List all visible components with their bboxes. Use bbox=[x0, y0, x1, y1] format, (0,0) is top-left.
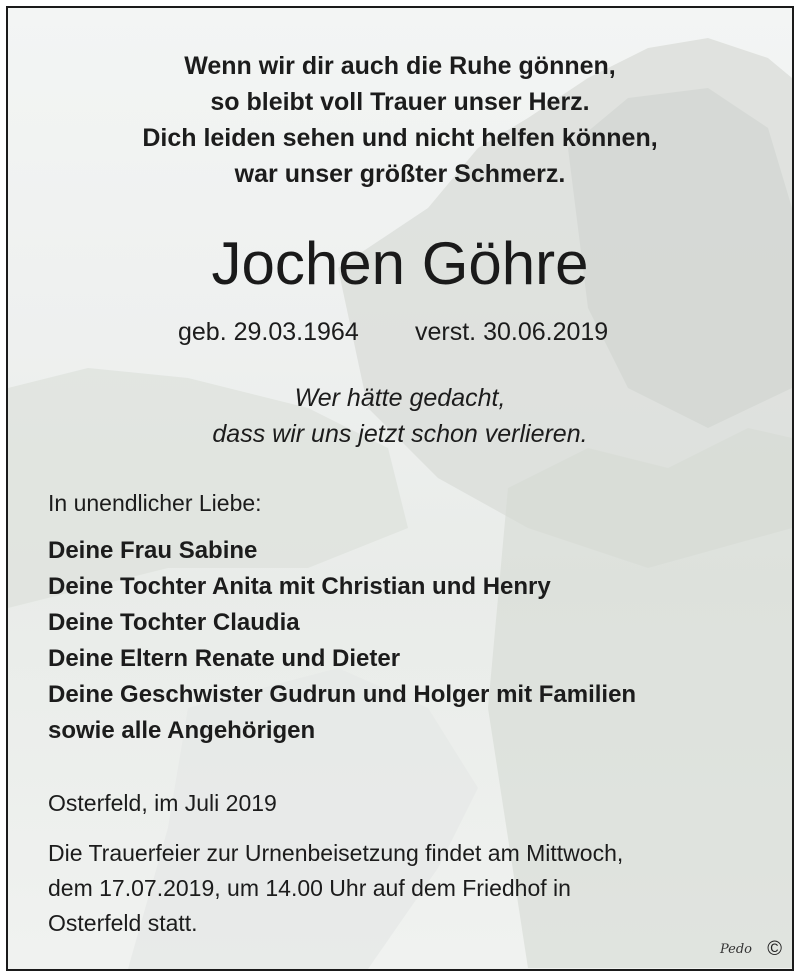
deceased-name: Jochen Göhre bbox=[211, 230, 589, 297]
family-list bbox=[48, 533, 636, 749]
memorial-verse bbox=[8, 48, 792, 192]
quote bbox=[8, 380, 792, 452]
funeral-notice bbox=[48, 836, 623, 941]
intro-text: In unendlicher Liebe: bbox=[48, 490, 262, 516]
verse-line: Wenn wir dir auch die Ruhe gönnen, bbox=[184, 52, 616, 80]
quote-line: Wer hätte gedacht, bbox=[294, 384, 506, 412]
obituary-card bbox=[6, 6, 794, 971]
notice-line: dem 17.07.2019, um 14.00 Uhr auf dem Friedhof in bbox=[48, 875, 571, 901]
place-date: Osterfeld, im Juli 2019 bbox=[48, 790, 277, 816]
family-member: Deine Geschwister Gudrun und Holger mit Familien bbox=[48, 681, 637, 708]
verse-line: so bleibt voll Trauer unser Herz. bbox=[210, 88, 590, 116]
family-member: Deine Eltern Renate und Dieter bbox=[48, 645, 401, 672]
verse-line: war unser größter Schmerz. bbox=[234, 160, 566, 188]
notice-line: Osterfeld statt. bbox=[48, 910, 198, 936]
verse-line: Dich leiden sehen und nicht helfen können, bbox=[142, 124, 658, 152]
family-member: Deine Tochter Anita mit Christian und Henry bbox=[48, 573, 551, 600]
copyright-icon: © bbox=[767, 938, 782, 960]
death-date: verst. 30.06.2019 bbox=[415, 318, 609, 346]
quote-line: dass wir uns jetzt schon verlieren. bbox=[212, 420, 588, 448]
notice-line: Die Trauerfeier zur Urnenbeisetzung findet am Mittwoch, bbox=[48, 840, 624, 866]
designer-signature: Pedo bbox=[719, 942, 752, 957]
family-member: sowie alle Angehörigen bbox=[48, 717, 316, 744]
family-member: Deine Frau Sabine bbox=[48, 537, 258, 564]
birth-date: geb. 29.03.1964 bbox=[178, 318, 359, 346]
family-member: Deine Tochter Claudia bbox=[48, 609, 300, 636]
